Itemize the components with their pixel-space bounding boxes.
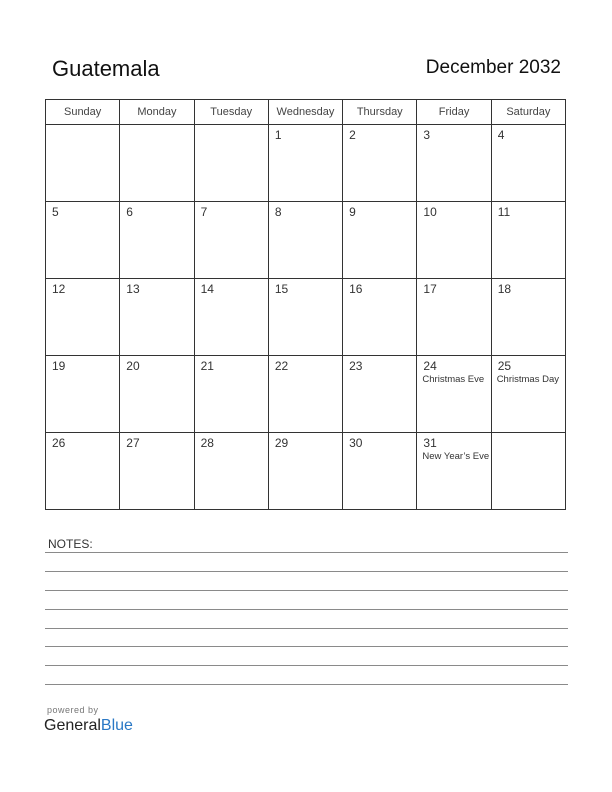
day-cell	[417, 433, 491, 510]
week-row	[46, 125, 566, 202]
day-number: 3	[423, 128, 431, 142]
notes-label: NOTES:	[48, 537, 93, 551]
day-number: 14	[200, 282, 214, 296]
day-number: 28	[200, 436, 214, 450]
day-number: 31	[423, 436, 437, 450]
day-cell	[417, 279, 491, 356]
day-number: 29	[274, 436, 289, 450]
note-line	[45, 646, 568, 647]
weekday-header: Sunday	[46, 100, 120, 125]
day-cell	[46, 356, 120, 433]
day-number: 18	[497, 282, 512, 296]
weekday-header: Friday	[417, 100, 491, 125]
day-number: 30	[349, 436, 363, 450]
day-number: 16	[349, 282, 363, 296]
note-line	[45, 552, 568, 553]
note-line	[45, 628, 568, 629]
generalblue-logo[interactable]	[44, 717, 133, 735]
note-line	[45, 590, 568, 591]
day-cell	[194, 202, 268, 279]
day-cell	[194, 279, 268, 356]
day-number: 15	[274, 282, 289, 296]
day-number: 17	[423, 282, 437, 296]
day-cell	[343, 433, 417, 510]
day-cell	[343, 356, 417, 433]
day-number: 8	[274, 205, 282, 219]
day-number: 2	[349, 128, 356, 142]
day-number: 13	[126, 282, 140, 296]
week-row	[46, 279, 566, 356]
weekday-header: Wednesday	[268, 100, 342, 125]
country-title: Guatemala	[52, 56, 160, 81]
day-number: 5	[52, 205, 59, 219]
day-cell	[46, 125, 120, 202]
holiday-label: Christmas Eve	[422, 374, 485, 385]
day-number: 1	[274, 128, 282, 142]
day-cell	[417, 202, 491, 279]
weekday-header: Tuesday	[194, 100, 268, 125]
weekday-header: Thursday	[343, 100, 417, 125]
day-cell	[46, 433, 120, 510]
day-number: 24	[423, 359, 437, 373]
day-number: 10	[423, 205, 437, 219]
day-cell	[417, 356, 491, 433]
note-line	[45, 665, 568, 666]
note-line	[45, 609, 568, 610]
day-cell	[491, 125, 565, 202]
weekday-header: Monday	[120, 100, 194, 125]
day-number	[120, 125, 193, 128]
weekday-header: Saturday	[491, 100, 565, 125]
day-cell	[268, 125, 342, 202]
day-number	[195, 125, 268, 128]
day-number: 23	[349, 359, 363, 373]
day-number: 22	[274, 359, 289, 373]
week-row	[46, 433, 566, 510]
day-number: 9	[349, 205, 356, 219]
day-cell	[46, 279, 120, 356]
holiday-label: Christmas Day	[496, 374, 559, 385]
day-cell	[120, 433, 194, 510]
day-cell	[268, 356, 342, 433]
day-number: 11	[497, 205, 511, 219]
day-cell	[491, 202, 565, 279]
day-cell	[46, 202, 120, 279]
day-number: 7	[200, 205, 208, 219]
day-cell	[491, 356, 565, 433]
day-cell	[343, 279, 417, 356]
day-cell	[343, 125, 417, 202]
holiday-label: New Year’s Eve	[422, 451, 490, 462]
day-cell	[268, 202, 342, 279]
day-cell	[194, 356, 268, 433]
powered-by-text: powered by	[47, 705, 99, 715]
day-number: 12	[52, 282, 66, 296]
day-cell	[491, 279, 565, 356]
day-number: 6	[126, 205, 133, 219]
day-number: 4	[497, 128, 505, 142]
day-cell	[120, 125, 194, 202]
day-number: 20	[126, 359, 140, 373]
day-cell	[120, 356, 194, 433]
day-number: 19	[52, 359, 66, 373]
note-line	[45, 571, 568, 572]
day-cell	[194, 433, 268, 510]
day-cell	[194, 125, 268, 202]
note-line	[45, 684, 568, 685]
week-row	[46, 356, 566, 433]
week-row	[46, 202, 566, 279]
day-cell	[417, 125, 491, 202]
brand-blue: Blue	[100, 717, 133, 734]
day-number	[492, 433, 565, 436]
day-number: 27	[126, 436, 140, 450]
weekday-header-row	[46, 100, 566, 125]
day-number: 26	[52, 436, 66, 450]
day-number: 25	[497, 359, 512, 373]
calendar-grid	[45, 99, 566, 510]
day-cell	[120, 279, 194, 356]
day-cell	[491, 433, 565, 510]
day-number	[46, 125, 119, 128]
day-cell	[268, 279, 342, 356]
day-cell	[120, 202, 194, 279]
brand-general: General	[44, 717, 101, 734]
month-year-title: December 2032	[425, 57, 561, 78]
day-cell	[268, 433, 342, 510]
day-cell	[343, 202, 417, 279]
day-number: 21	[200, 359, 214, 373]
